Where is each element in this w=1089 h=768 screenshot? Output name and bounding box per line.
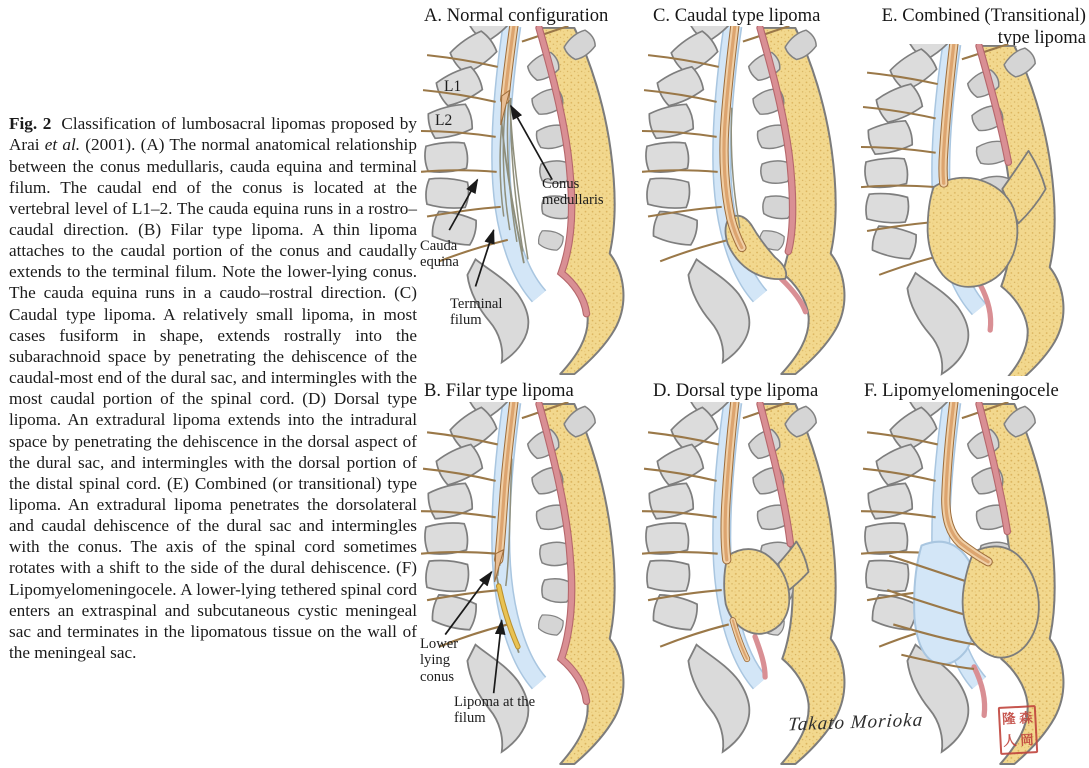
label-l2: L2 bbox=[435, 112, 453, 129]
label-l1: L1 bbox=[444, 78, 462, 95]
panel-c-illustration bbox=[642, 26, 864, 376]
label-lipoma-at-filum: Lipoma at the filum bbox=[454, 694, 536, 727]
panel-a-normal bbox=[420, 0, 646, 382]
label-lower-lying-conus: Lower lying conus bbox=[420, 636, 459, 685]
panel-b-filar bbox=[420, 378, 646, 768]
caption-text-2: (2001). (A) The normal anatomical relationship between the conus medullaris, cauda equina and terminal filum. The caudal end of the conus is located at the vertebral level of L1–2. The cauda equina runs in a rostro–caudal direction. (B) Filar type lipoma. A thin lipoma attaches to the caudal portion of the conus and caudally extends to the terminal filum. Note the lower-lying conus. The cauda equina runs in a caudo–rostral direction. (C) Caudal type lipoma. A relatively small lipoma, in most cases fusiform in shape, extends rostrally into the subarachnoid space by penetrating the dehiscence of the caudal-most end of the dural sac, and intermingles with the most caudal portion of the spinal cord. (D) Dorsal type lipoma. An extradural lipoma extends into the intradural space by penetrating the dehiscence in the dorsal aspect of the dural sac, and intermingles with the dorsal portion of the distal spinal cord. (E) Combined (or transitional) type lipoma. An extradural lipoma penetrates the dorsolateral and caudal dehiscence of the dural sac and intermingles with the conus. The axis of the spinal cord sometimes rotates with a shift to the side of the dural dehiscence. (F) Lipomyelomeningocele. A lower-lying tethered spinal cord enters an extraspinal and subcutaneous cystic meningeal sac and terminates in the lipomatous tissue on the wall of the meningeal sac. bbox=[9, 135, 417, 663]
panel-e-title-line2: type lipoma bbox=[997, 27, 1086, 48]
seal-char: 岡 bbox=[1019, 732, 1035, 748]
figure-caption bbox=[9, 113, 417, 663]
panel-c-title: C. Caudal type lipoma bbox=[653, 5, 821, 26]
panel-f-lipomyelomeningocele bbox=[860, 378, 1089, 768]
panel-d-illustration bbox=[642, 402, 864, 766]
panel-a-title: A. Normal configuration bbox=[424, 5, 609, 26]
panel-d-title: D. Dorsal type lipoma bbox=[653, 380, 819, 401]
label-cauda-equina: Cauda equina bbox=[420, 238, 459, 271]
caption-text-1: Classification of lumbosacral lipomas proposed by Arai bbox=[9, 114, 417, 155]
artist-signature: Takato Morioka bbox=[787, 709, 924, 736]
figure-number: Fig. 2 bbox=[9, 114, 52, 134]
caption-etal: et al. bbox=[44, 135, 81, 155]
panel-d-dorsal bbox=[641, 378, 867, 768]
panel-e-combined bbox=[860, 0, 1089, 382]
label-terminal-filum: Terminal filum bbox=[450, 296, 503, 329]
panel-f-title: F. Lipomyelomeningocele bbox=[864, 380, 1059, 401]
artist-seal bbox=[998, 705, 1038, 755]
seal-char: 隆 bbox=[1001, 711, 1017, 727]
panel-c-caudal bbox=[641, 0, 867, 382]
label-conus-medullaris: Conus medullaris bbox=[542, 176, 604, 209]
seal-char: 人 bbox=[1002, 733, 1018, 749]
seal-char: 森 bbox=[1018, 710, 1034, 726]
panel-e-title: E. Combined (Transitional) bbox=[881, 5, 1086, 26]
panel-e-illustration bbox=[861, 44, 1083, 376]
panel-b-title: B. Filar type lipoma bbox=[424, 380, 574, 401]
